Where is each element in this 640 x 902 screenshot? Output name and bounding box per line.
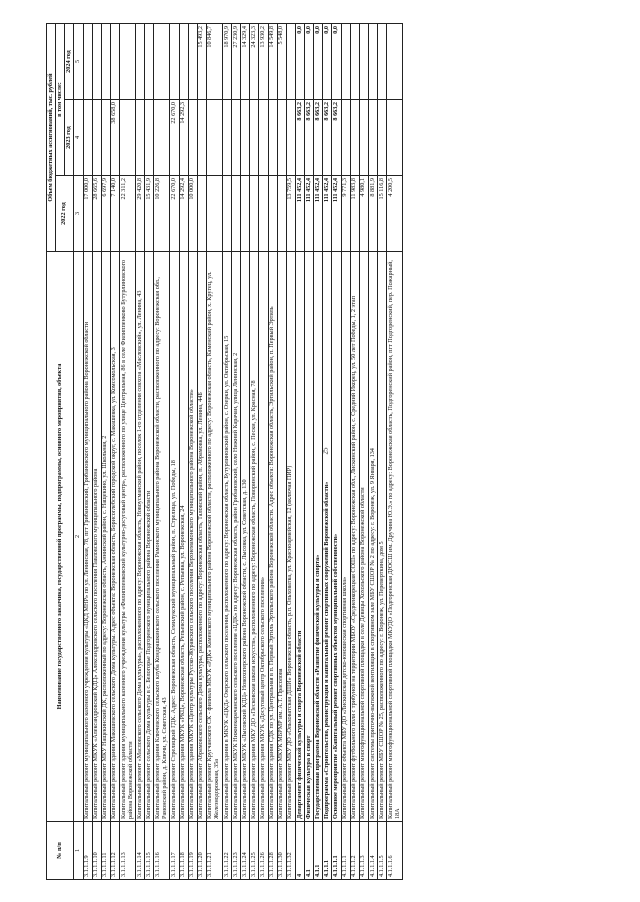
- row-code: 3.1.1.1.18: [179, 822, 188, 880]
- row-value-2024: 0,0: [295, 23, 304, 99]
- row-value-2024: [179, 23, 188, 99]
- table-row: [259, 23, 268, 879]
- row-code: 3.1.1.1.21: [206, 822, 222, 880]
- row-value-2024: [350, 23, 359, 99]
- table-row: [179, 23, 188, 879]
- row-name: Капитальный ремонт здания в МКУК «ЦКД» Озерского сельского поселения, расположенного по адресу: Воронежская область, Бутурлиновский район, с. Озерки, ул. Октябрьская, 15: [222, 252, 231, 822]
- row-code: 3.1.1.1.32: [286, 822, 295, 880]
- row-value-2022: 4 200,5: [387, 176, 403, 252]
- row-value-2023: [387, 100, 403, 176]
- row-code: 4.1.1.1.5: [378, 822, 387, 880]
- col-index-4: 4: [74, 100, 83, 176]
- row-value-2022: 111 452,4: [314, 176, 323, 252]
- table-row: [136, 23, 145, 879]
- row-value-2024: 0,0: [323, 23, 332, 99]
- row-value-2023: [350, 100, 359, 176]
- col-header-2022: 2022 год: [56, 176, 74, 252]
- col-index-2: 2: [74, 252, 83, 822]
- row-value-2022: 17 000,0: [83, 176, 92, 252]
- row-value-2022: [222, 176, 231, 252]
- page-number: 25: [321, 447, 330, 455]
- table-row: [101, 23, 110, 879]
- row-value-2023: 38 658,0: [110, 100, 119, 176]
- row-name: Капитальный ремонт здания МКУК «РКЦ», Воронежская область, Репьевский район, с. Репьевка, ул. Воронежская, 24: [179, 252, 188, 822]
- row-name: Капитальный ремонт Стрелицкий ГДК. Адрес: Воронежская область, Семилукский муниципальный район, п. Стрелица, ул. Победы, 18: [170, 252, 179, 822]
- col-header-2024: 2024 год: [65, 23, 74, 99]
- row-value-2022: [197, 176, 206, 252]
- row-name: Капитальный ремонт МКУ ДО «Ольховатская ДШИ» Воронежская область, р.п. Ольховатка, ул. Красноармейская, 12 (включая ПИР): [286, 252, 295, 822]
- row-code: 3.1.1.1.12: [110, 822, 119, 880]
- row-value-2022: 28 665,6: [92, 176, 101, 252]
- row-value-2024: [145, 23, 154, 99]
- row-value-2024: [101, 23, 110, 99]
- row-value-2023: [241, 100, 250, 176]
- row-name: Капитальный ремонт здания Ключевского сельского клуба Кондрашкинского сельского поселения Рамонского муниципального района Воронежской области, расположенного по адресу: Воронежская обл., Рамонский район, д. Ключи, ул. Советская, 43: [154, 252, 170, 822]
- row-value-2024: [92, 23, 101, 99]
- row-value-2024: [120, 23, 136, 99]
- table-row: [277, 23, 286, 879]
- row-value-2024: [83, 23, 92, 99]
- row-value-2022: 29 420,8: [136, 176, 145, 252]
- col-header-budget: Объем бюджетных ассигнований, тыс. рублей: [47, 23, 56, 251]
- table-row: [286, 23, 295, 879]
- table-row: [145, 23, 154, 879]
- rotated-page: [46, 24, 601, 880]
- row-value-2024: [286, 23, 295, 99]
- row-name: Капитальный ремонт здания МКУК «Досуговый центр Октябрьского сельского поселения»: [259, 252, 268, 822]
- row-value-2022: 9 771,3: [341, 176, 350, 252]
- row-code: 3.1.1.1.26: [259, 822, 268, 880]
- row-name: Подпрограмма «Строительство, реконструкция и капитальный ремонт спортивных сооружений Воронежской области»: [323, 252, 332, 822]
- row-code: 3.1.1.1.11: [101, 822, 110, 880]
- row-value-2023: [154, 100, 170, 176]
- row-code: 4: [295, 822, 304, 880]
- table-body: [83, 23, 403, 879]
- row-code: 3.1.1.1.10: [92, 822, 101, 880]
- row-name: Государственная программа Воронежской области «Развитие физической культуры и спорта»: [314, 252, 323, 822]
- row-code: 3.1.1.1.20: [197, 822, 206, 880]
- table-row: [332, 23, 341, 879]
- col-header-2023: 2023 год: [65, 100, 74, 176]
- row-code: 3.1.1.1.13: [120, 822, 136, 880]
- row-name: Капитальный ремонт «Масловского сельского Дома культуры», расположенного по адресу: Воронежская область, Новоусманский район, поселок 1-го отделения совхоза «Масловский», ул. Ленина, 43: [136, 252, 145, 822]
- row-code: 3.1.1.1.24: [241, 822, 250, 880]
- row-value-2022: 15 431,9: [145, 176, 154, 252]
- row-name: Капитальный ремонт многофункциональной спортивной площадки в селе Девицы Хохольского района Воронежской области: [359, 252, 368, 822]
- row-value-2023: [188, 100, 197, 176]
- table-row: [268, 23, 277, 879]
- row-value-2023: [206, 100, 222, 176]
- row-name: Капитальный ремонт МКУК МБРМР им. А.Т. Прасолова: [277, 252, 286, 822]
- row-value-2022: [206, 176, 222, 252]
- row-name: Капитальный ремонт МКУК «Лысовский КДЦ» Новохоперского района Воронежской области, с. Лысовка, ул. Советская, д. 130: [241, 252, 250, 822]
- row-value-2024: 5 548,0: [277, 23, 286, 99]
- row-name: Капитальный ремонт футбольного поля с трибуной на территории МБОУ «Среднеикорецкая СОШ» по адресу: Воронежская обл., Лискинский район, с. Средний Икорец, ул. 50 лет Победы, 1, 2 этап: [350, 252, 359, 822]
- table-row: [305, 23, 314, 879]
- row-name: Капитальный ремонт здания СДК по ул. Центральная в п. Первый Эртиль Эртильского района Воронежской области. Адрес объекта: Воронежская область, Эртильский район, п. Первый Эртиль: [268, 252, 277, 822]
- row-name: Капитальный ремонт МБУ СШОР № 25, расположенного по адресу: г. Воронеж, ул. Переверткина, дом 5: [378, 252, 387, 822]
- row-value-2022: 15 116,8: [378, 176, 387, 252]
- table-row: [170, 23, 179, 879]
- row-code: 4.1.1.1.6: [387, 822, 403, 880]
- row-value-2024: [136, 23, 145, 99]
- col-header-no: № п/п: [47, 822, 74, 880]
- row-code: 4.1.1.1.4: [368, 822, 377, 880]
- table-row: [222, 23, 231, 879]
- row-value-2024: [368, 23, 377, 99]
- row-code: 3.1.1.1.22: [222, 822, 231, 880]
- row-code: 3.1.1.1.16: [154, 822, 170, 880]
- row-value-2023: 8 663,2: [305, 100, 314, 176]
- table-row: [197, 23, 206, 879]
- row-value-2024: [341, 23, 350, 99]
- row-value-2024: 14 549,8: [268, 23, 277, 99]
- row-value-2024: 10 846,7: [206, 23, 222, 99]
- row-value-2022: 7 140,0: [110, 176, 119, 252]
- row-value-2023: [378, 100, 387, 176]
- row-value-2022: [241, 176, 250, 252]
- row-value-2022: [259, 176, 268, 252]
- row-code: 3.1.1.1.17: [170, 822, 179, 880]
- row-value-2022: [277, 176, 286, 252]
- row-value-2022: [250, 176, 259, 252]
- row-name: Капитальный ремонт здания МКУК «Центр культуры Русско-Журавского сельского поселения Верхнемамонского муниципального района Воронежской области»: [188, 252, 197, 822]
- row-name: Капитальный ремонт МКУК «Александровский КДЦ» Александровского сельского поселения Павловского муниципального района: [92, 252, 101, 822]
- row-name: Капитальный ремонт сельского Дома культуры в с. Белогорье Подгоренского муниципального района Воронежской области: [145, 252, 154, 822]
- table-row: [359, 23, 368, 879]
- col-header-name: Наименование государственного заказчика, государственной программы, подпрограммы, основного мероприятия, объекта: [47, 252, 74, 822]
- row-code: 3.1.1.1.9: [83, 822, 92, 880]
- row-value-2023: 8 663,2: [295, 100, 304, 176]
- row-value-2023: [145, 100, 154, 176]
- row-value-2023: [232, 100, 241, 176]
- table-row: [250, 23, 259, 879]
- row-value-2024: 24 323,3: [250, 23, 259, 99]
- table-row: [323, 23, 332, 879]
- table-row: [350, 23, 359, 879]
- row-name: Капитальный ремонт многофункциональной спортивной площадки МКУДО «Подгоренская ДЮСШ им. Дручина Ю.Э.» по адресу: Воронежская область, Подгоренский район, пгт Подгоренский, пер. Пожарный, 18А: [387, 252, 403, 822]
- row-value-2024: 0,0: [332, 23, 341, 99]
- row-value-2024: [188, 23, 197, 99]
- row-value-2024: 0,0: [314, 23, 323, 99]
- table-row: [314, 23, 323, 879]
- row-name: Капитальный ремонт объекта МБУ ДО «Лискинская детско-юношеская спортивная школа»: [341, 252, 350, 822]
- row-value-2022: 111 452,4: [332, 176, 341, 252]
- row-name: Капитальный ремонт системы приточно-вытяжной вентиляции в спортивном зале МБУ СШОР № 2 по адресу: г. Воронеж, ул. 9 Января, 134: [368, 252, 377, 822]
- row-code: 4.1.1.1.3: [359, 822, 368, 880]
- row-value-2023: 22 670,0: [170, 100, 179, 176]
- row-value-2023: 14 292,3: [179, 100, 188, 176]
- row-code: 4.1.1.1: [323, 822, 332, 880]
- row-value-2023: [259, 100, 268, 176]
- row-value-2023: [268, 100, 277, 176]
- row-name: Основное мероприятие «Капитальный ремонт спортивных объектов муниципальной собственности»: [332, 252, 341, 822]
- row-name: Капитальный ремонт Абрамовского сельского Дома культуры, расположенного по адресу: Воронежская область, Таловский район, п. Абрамовка, ул. Ленина, 44Б: [197, 252, 206, 822]
- row-name: Департамент физической культуры и спорта Воронежской области: [295, 252, 304, 822]
- row-value-2022: 11 983,8: [350, 176, 359, 252]
- row-value-2024: 13 930,2: [259, 23, 268, 99]
- row-value-2022: 4 980,1: [359, 176, 368, 252]
- row-value-2022: 22 670,0: [170, 176, 179, 252]
- row-value-2023: [83, 100, 92, 176]
- row-name: Капитальный ремонт МКУ Нащекинский ДК, расположенный по адресу: Воронежская область, Аннинский район, с. Нащекино, ул. Школьная, 2: [101, 252, 110, 822]
- table-row: [378, 23, 387, 879]
- row-value-2022: 111 452,4: [305, 176, 314, 252]
- row-value-2023: 8 663,2: [314, 100, 323, 176]
- row-value-2024: [359, 23, 368, 99]
- table-row: [110, 23, 119, 879]
- table-row: [206, 23, 222, 879]
- budget-table: [46, 23, 403, 880]
- row-code: 4.1: [305, 822, 314, 880]
- row-value-2022: 10 000,0: [188, 176, 197, 252]
- table-row: [241, 23, 250, 879]
- row-value-2022: 10 226,8: [154, 176, 170, 252]
- table-row: [120, 23, 136, 879]
- row-name: Капитальный ремонт Кругчанского СК - филиала МКУК «РДК» Каменского муниципального района Воронежской области, расположенного по адресу: Воронежская область, Каменский район, х. Кругец, ул. Железнодорожная, 35а: [206, 252, 222, 822]
- row-name: Капитальный ремонт МКУК Нижнекарачанского сельского поселения «ЦДК» по адресу: Воронежская область, район Грибановский, село Нижний Карачан, улица Ленинская, 2: [232, 252, 241, 822]
- row-code: 3.1.1.1.23: [232, 822, 241, 880]
- row-value-2023: [286, 100, 295, 176]
- row-value-2024: [170, 23, 179, 99]
- table-row: [368, 23, 377, 879]
- col-header-including: в том числе:: [56, 23, 65, 175]
- row-value-2022: 6 697,9: [101, 176, 110, 252]
- row-code: 3.1.1.1.14: [136, 822, 145, 880]
- row-value-2023: [101, 100, 110, 176]
- col-index-1: 1: [74, 822, 83, 880]
- row-value-2024: [110, 23, 119, 99]
- row-code: 3.1.1.1.28: [268, 822, 277, 880]
- row-value-2024: [378, 23, 387, 99]
- table-row: [232, 23, 241, 879]
- row-code: 3.1.1.1.30: [277, 822, 286, 880]
- row-name: Капитальный ремонт здания МКУ ДО «Песковская школа искусств», расположенного по адресу: Воронежская область, Поворинский район, с. Пески, ул. Красная, 78: [250, 252, 259, 822]
- col-index-5: 5: [74, 23, 83, 99]
- row-value-2022: 8 881,9: [368, 176, 377, 252]
- row-value-2023: [92, 100, 101, 176]
- row-value-2023: [341, 100, 350, 176]
- table-row: [387, 23, 403, 879]
- row-value-2022: 111 452,4: [295, 176, 304, 252]
- row-code: 4.1.1.1.1: [332, 822, 341, 880]
- row-name: Капитальный ремонт муниципального казенного учреждения культуры «ЦКД МНР» по ул. Ленинская, 78, пгт Грибановский, Грибановского муниципального района Воронежской области: [83, 252, 92, 822]
- row-value-2024: 15 493,2: [197, 23, 206, 99]
- row-code: 4.1.1: [314, 822, 323, 880]
- row-code: 4.1.1.1.2: [350, 822, 359, 880]
- row-value-2023: 8 663,2: [323, 100, 332, 176]
- row-value-2023: [250, 100, 259, 176]
- row-name: Капитальный ремонт здания Макашевского сельского Дома культуры. Адрес объекта: Воронежская область, Борисоглебский городской округ, с. Макашевка, ул. Комсомольская, 3: [110, 252, 119, 822]
- row-name: Физическая культура и спорт: [305, 252, 314, 822]
- row-value-2023: [277, 100, 286, 176]
- table-row: [83, 23, 92, 879]
- table-row: [341, 23, 350, 879]
- row-code: 3.1.1.1.15: [145, 822, 154, 880]
- row-value-2024: 0,0: [305, 23, 314, 99]
- row-name: Капитальный ремонт здания муниципального казенного учреждения культуры «Филиппенковский культурно-досуговый центр», расположенного по улице Центральная, 86 в селе Филиппенково Бутурлиновского района Воронежской области: [120, 252, 136, 822]
- row-value-2024: 18 970,9: [222, 23, 231, 99]
- table-row: [92, 23, 101, 879]
- table-row: [154, 23, 170, 879]
- row-value-2023: [359, 100, 368, 176]
- row-value-2022: [268, 176, 277, 252]
- table-row: [188, 23, 197, 879]
- row-value-2022: 111 452,4: [323, 176, 332, 252]
- row-value-2024: 14 329,4: [241, 23, 250, 99]
- row-value-2022: 13 759,5: [286, 176, 295, 252]
- row-value-2022: 22 311,2: [120, 176, 136, 252]
- col-index-3: 3: [74, 176, 83, 252]
- row-value-2024: [154, 23, 170, 99]
- row-value-2023: [136, 100, 145, 176]
- row-value-2023: [222, 100, 231, 176]
- table-row: [295, 23, 304, 879]
- row-code: 3.1.1.1.19: [188, 822, 197, 880]
- row-value-2023: [368, 100, 377, 176]
- row-value-2023: 8 663,2: [332, 100, 341, 176]
- row-value-2023: [120, 100, 136, 176]
- row-code: 3.1.1.1.25: [250, 822, 259, 880]
- row-value-2024: 27 230,9: [232, 23, 241, 99]
- row-value-2022: 14 292,4: [179, 176, 188, 252]
- row-code: 4.1.1.1.1: [341, 822, 350, 880]
- row-value-2023: [197, 100, 206, 176]
- row-value-2022: [232, 176, 241, 252]
- row-value-2024: [387, 23, 403, 99]
